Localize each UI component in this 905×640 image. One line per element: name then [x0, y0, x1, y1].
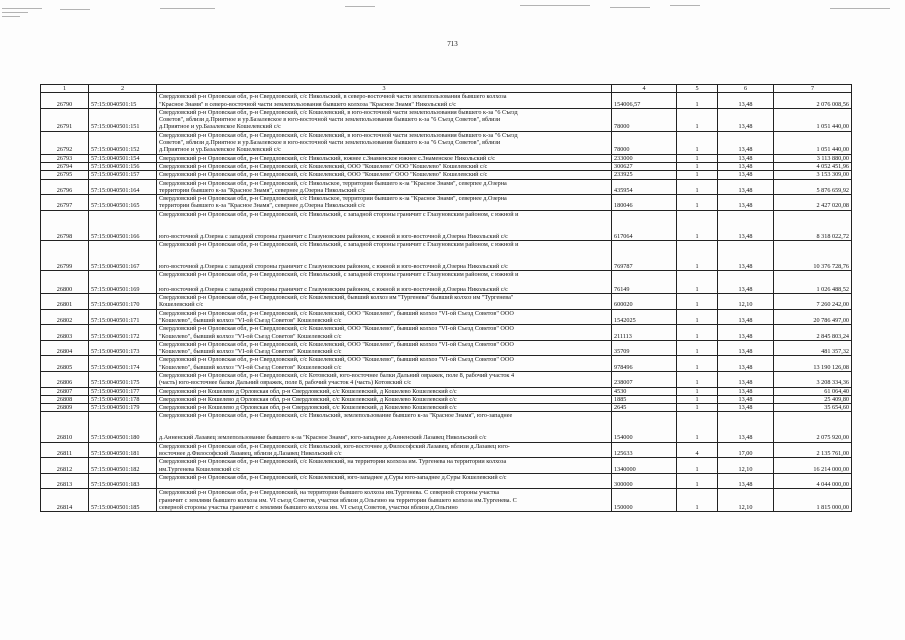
description-line [159, 218, 609, 225]
description-line: (часть) юго-восточнее балки Дальний овражек, поле 8, рабочий участок 4 (часть) Котовский с/с [159, 379, 412, 387]
description-line: территории бывшего к-за "Красное Знамя", севернее д.Озерна Никольский с/с [159, 202, 366, 210]
rate-value: 13,48 [718, 340, 774, 356]
cadastral-number: 57:15:0040501:178 [89, 395, 157, 403]
description-line: Свердловский р-н Орловская обл, р-н Свердловский, с/с Кошелевский, ООО "Кошелево", бывший колхоз "VI-ой Съезд Советов" ООО [159, 340, 514, 348]
description-line: юго-восточной д.Озерна с западной стороны граничит с Глазуновским районом, с южной и юго-восточной д.Озерна Никольский с/с [159, 232, 508, 240]
description-line: Свердловский р-н Орловская обл, р-н Свердловский, с/с Котовский, юго-восточнее балки Дальний овражек, поле 8, рабочий участок 4 [159, 371, 515, 379]
quantity-value: 1 [677, 294, 718, 310]
cadastral-number: 57:15:0040501:151 [89, 108, 157, 131]
description-line: Свердловский р-н Орловская обл, р-н Свердловский, с/с Никольский, в северо-восточной части землепользования бывшего колхоза [159, 93, 507, 101]
rate-value: 17,00 [718, 442, 774, 458]
location-description [157, 195, 612, 211]
table-row [41, 356, 852, 372]
land-register-table [40, 84, 852, 512]
header-col-5: 5 [677, 85, 718, 93]
quantity-value: 1 [677, 108, 718, 131]
description-line: юго-восточной д.Озерна с западной стороны граничит с Глазуновским районом, с южной и юго-восточной д.Озерна Никольский с/с [159, 285, 508, 293]
table-row [41, 395, 852, 403]
cadastral-number: 57:15:0040501:181 [89, 442, 157, 458]
description-line: северной стороны участка граничит с землями бывшего колхоза им. VI съезд Советов, участки вблизи д.Ольгино [159, 504, 458, 512]
quantity-value: 1 [677, 473, 718, 489]
cadastral-value: 3 153 309,00 [774, 171, 852, 179]
row-number: 26801 [41, 294, 89, 310]
header-col-2: 2 [89, 85, 157, 93]
location-description [157, 412, 612, 442]
area-value: 300000 [612, 473, 677, 489]
quantity-value: 1 [677, 171, 718, 179]
description-line: Свердловский р-н Орловская обл, р-н Свердловский, с/с Никольский, южнее с.Знаменское южнее с.Знаменское Никольский с/с [159, 154, 495, 162]
cadastral-value: 16 214 000,00 [774, 458, 852, 474]
cadastral-number: 57:15:0040501:152 [89, 131, 157, 154]
cadastral-number: 57:15:0040501:182 [89, 458, 157, 474]
row-number: 26802 [41, 309, 89, 325]
cadastral-value: 2 845 803,24 [774, 325, 852, 341]
location-description [157, 309, 612, 325]
description-line: "Кошелево", бывший колхоз "VI-ой Съезд Советов" Кошелевский с/с [159, 363, 342, 371]
row-number: 26800 [41, 271, 89, 294]
row-number: 26809 [41, 404, 89, 412]
page-number: 713 [447, 40, 458, 48]
cadastral-number: 57:15:0040501:166 [89, 210, 157, 240]
cadastral-value: 1 051 440,00 [774, 131, 852, 154]
location-description [157, 325, 612, 341]
quantity-value: 1 [677, 387, 718, 395]
cadastral-value: 3 113 880,00 [774, 154, 852, 162]
description-line: Свердловский р-н Орловская обл, р-н Свердловский, с/с Кошелевский, ООО "Кошелево" ООО "Кошелево" Кошелевский с/с [159, 162, 488, 170]
quantity-value: 1 [677, 412, 718, 442]
description-line [159, 420, 609, 427]
header-col-6: 6 [718, 85, 774, 93]
cadastral-value: 1 815 000,00 [774, 489, 852, 512]
table-row [41, 154, 852, 162]
table-row [41, 412, 852, 442]
description-line: восточнее д.Философский Лазавец, вблизи д.Лазавец Никольский с/с [159, 449, 342, 457]
cadastral-number: 57:15:0040501:183 [89, 473, 157, 489]
location-description [157, 473, 612, 489]
row-number: 26797 [41, 195, 89, 211]
description-line: "Кошелево", бывший колхоз "VI-ой Съезд Советов" Кошелевский с/с [159, 348, 342, 356]
description-line: граничит с землями бывшего колхоза им. VI съезд Советов, участки вблизи д.Ольгино на территории бывшего колхоза им.Тургенева. С [159, 496, 517, 504]
quantity-value: 1 [677, 325, 718, 341]
description-line: Свердловский р-н Орловская обл, р-н Свердловский, с/с Никольское, территории бывшего к-за "Красное Знамя", севернее д.Озерна [159, 195, 507, 203]
rate-value: 13,48 [718, 179, 774, 195]
cadastral-value: 8 318 022,72 [774, 210, 852, 240]
area-value: 35709 [612, 340, 677, 356]
description-line: "Кошелево", бывший колхоз "VI-ой Съезд Советов" Кошелевский с/с [159, 332, 342, 340]
quantity-value: 1 [677, 371, 718, 387]
table-row [41, 162, 852, 170]
area-value: 978496 [612, 356, 677, 372]
area-value: 154000 [612, 412, 677, 442]
cadastral-number: 57:15:0040501:171 [89, 309, 157, 325]
quantity-value: 1 [677, 240, 718, 270]
location-description [157, 271, 612, 294]
rate-value: 12,10 [718, 489, 774, 512]
description-line: территории бывшего к-за "Красное Знамя", севернее д.Озерна Никольский с/с [159, 186, 366, 194]
table-row [41, 442, 852, 458]
area-value: 617064 [612, 210, 677, 240]
description-line: Свердловский р-н Орловская обл, р-н Свердловский, с/с Никольский, с западной стороны граничит с Глазуновским районом, с южной и [159, 210, 519, 218]
table-row [41, 473, 852, 489]
description-line: Свердловский р-н Кошелево д Орловская обл, р-н Свердловский, с/с Кошелевский, д Кошелево Кошелевский с/с [159, 387, 457, 395]
description-line: Свердловский р-н Орловская обл, р-н Свердловский, с/с Кошелевский, ООО "Кошелево", бывший колхоз "VI-ой Съезд Советов" ООО [159, 356, 514, 364]
cadastral-number: 57:15:0040501:172 [89, 325, 157, 341]
area-value: 1340000 [612, 458, 677, 474]
table-row [41, 171, 852, 179]
location-description [157, 294, 612, 310]
description-line: Свердловский р-н Орловская обл, р-н Свердловский, с/с Кошелевский, ООО "Кошелево", бывший колхоз "VI-ой Съезд Советов" ООО [159, 325, 514, 333]
rate-value: 13,48 [718, 356, 774, 372]
rate-value: 12,10 [718, 294, 774, 310]
cadastral-value: 2 427 020,08 [774, 195, 852, 211]
cadastral-value: 481 357,32 [774, 340, 852, 356]
description-line [159, 481, 609, 488]
description-line: Советов", вблизи д.Приятное и ур.Базалевское в юго-восточной части землепользования бывшего к-за "6 Съезд Советов", вблизи [159, 116, 501, 124]
table-row [41, 271, 852, 294]
rate-value: 13,48 [718, 93, 774, 109]
row-number: 26791 [41, 108, 89, 131]
description-line: им.Тургенева Кошелевский с/с [159, 465, 241, 473]
table-row [41, 387, 852, 395]
row-number: 26805 [41, 356, 89, 372]
rate-value: 12,10 [718, 458, 774, 474]
area-value: 125633 [612, 442, 677, 458]
cadastral-number: 57:15:0040501:15 [89, 93, 157, 109]
cadastral-number: 57:15:0040501:165 [89, 195, 157, 211]
rate-value: 13,48 [718, 271, 774, 294]
location-description [157, 395, 612, 403]
area-value: 154006,57 [612, 93, 677, 109]
row-number: 26803 [41, 325, 89, 341]
area-value: 238007 [612, 371, 677, 387]
row-number: 26794 [41, 162, 89, 170]
quantity-value: 4 [677, 442, 718, 458]
location-description [157, 458, 612, 474]
rate-value: 13,48 [718, 371, 774, 387]
rate-value: 13,48 [718, 210, 774, 240]
description-line: Свердловский р-н Орловская обл, р-н Свердловский, с/с Кошелевский, в юго-восточной части землепользования бывшего к-за "6 Съезд [159, 108, 518, 116]
rate-value: 13,48 [718, 404, 774, 412]
table-row [41, 294, 852, 310]
table-row [41, 458, 852, 474]
description-line [159, 278, 609, 285]
rate-value: 13,48 [718, 171, 774, 179]
description-line: Свердловский р-н Орловская обл, р-н Свердловский, с/с Никольский, с западной стороны граничит с Глазуновским районом, с южной и [159, 240, 519, 248]
quantity-value: 1 [677, 271, 718, 294]
area-value: 4530 [612, 387, 677, 395]
cadastral-value: 20 786 497,00 [774, 309, 852, 325]
row-number: 26792 [41, 131, 89, 154]
cadastral-number: 57:15:0040501:177 [89, 387, 157, 395]
rate-value: 13,48 [718, 108, 774, 131]
location-description [157, 371, 612, 387]
cadastral-value: 7 260 242,00 [774, 294, 852, 310]
description-line: Свердловский р-н Орловская обл, р-н Свердловский, с/с Кошелевский, юго-западнее д.Суры юго-западнее д.Суры Кошелевский с/с [159, 473, 507, 481]
row-number: 26810 [41, 412, 89, 442]
cadastral-value: 25 409,80 [774, 395, 852, 403]
header-col-3: 3 [157, 85, 612, 93]
rate-value: 13,48 [718, 473, 774, 489]
row-number: 26793 [41, 154, 89, 162]
cadastral-number: 57:15:0040501:164 [89, 179, 157, 195]
description-line: д.Анненский Лазавец землепользование бывшего к-за "Красное Знамя", юго-западнее д.Анненский Лазавец Никольский с/с [159, 434, 487, 442]
quantity-value: 1 [677, 210, 718, 240]
description-line: Советов", вблизи д.Приятное и ур.Базалевское в юго-восточной части землепользования бывшего к-за "6 Съезд Советов", вблизи [159, 139, 501, 147]
quantity-value: 1 [677, 179, 718, 195]
table-row [41, 93, 852, 109]
cadastral-value: 10 376 728,76 [774, 240, 852, 270]
location-description [157, 240, 612, 270]
header-col-1: 1 [41, 85, 89, 93]
location-description [157, 210, 612, 240]
quantity-value: 1 [677, 195, 718, 211]
area-value: 78000 [612, 108, 677, 131]
description-line: Свердловский р-н Орловская обл, р-н Свердловский, с/с Никольский, землепользование бывшего к-за "Красное Знамя", юго-западнее [159, 412, 513, 420]
description-line: "Красное Знамя" в северо-восточной части землепользования бывшего колхоза "Красное Знамя" Никольский с/с [159, 100, 456, 108]
cadastral-value: 2 135 761,00 [774, 442, 852, 458]
description-line: Свердловский р-н Кошелево д Орловская обл, р-н Свердловский, с/с Кошелевский, д Кошелево Кошелевский с/с [159, 395, 457, 403]
area-value: 76149 [612, 271, 677, 294]
cadastral-number: 57:15:0040501:180 [89, 412, 157, 442]
quantity-value: 1 [677, 162, 718, 170]
rate-value: 13,48 [718, 195, 774, 211]
header-row [41, 85, 852, 93]
table-row [41, 309, 852, 325]
row-number: 26804 [41, 340, 89, 356]
table-row [41, 179, 852, 195]
area-value: 2645 [612, 404, 677, 412]
location-description [157, 131, 612, 154]
cadastral-value: 61 064,40 [774, 387, 852, 395]
table-row [41, 371, 852, 387]
description-line: Свердловский р-н Орловская обл, р-н Свердловский, с/с Кошелевский, на территории колхоза им. Тургенева на территории колхоза [159, 458, 507, 466]
cadastral-number: 57:15:0040501:185 [89, 489, 157, 512]
quantity-value: 1 [677, 340, 718, 356]
description-line: Свердловский р-н Орловская обл, р-н Свердловский, с/с Кошелевский, ООО "Кошелево", бывший колхоз "VI-ой Съезд Советов" ООО [159, 309, 514, 317]
description-line: Свердловский р-н Орловская обл, р-н Свердловский, с/с Кошелевский, в юго-восточной части землепользования бывшего к-за "6 Съезд [159, 131, 518, 139]
description-line [159, 248, 609, 255]
quantity-value: 1 [677, 395, 718, 403]
area-value: 233925 [612, 171, 677, 179]
area-value: 435954 [612, 179, 677, 195]
quantity-value: 1 [677, 489, 718, 512]
location-description [157, 489, 612, 512]
area-value: 300627 [612, 162, 677, 170]
cadastral-number: 57:15:0040501:156 [89, 162, 157, 170]
area-value: 180046 [612, 195, 677, 211]
rate-value: 13,48 [718, 387, 774, 395]
area-value: 211113 [612, 325, 677, 341]
row-number: 26812 [41, 458, 89, 474]
area-value: 769787 [612, 240, 677, 270]
quantity-value: 1 [677, 356, 718, 372]
row-number: 26798 [41, 210, 89, 240]
location-description [157, 356, 612, 372]
rate-value: 13,48 [718, 131, 774, 154]
table-row [41, 404, 852, 412]
location-description [157, 404, 612, 412]
area-value: 600020 [612, 294, 677, 310]
table-row [41, 108, 852, 131]
description-line [159, 427, 609, 434]
cadastral-number: 57:15:0040501:170 [89, 294, 157, 310]
rate-value: 13,48 [718, 162, 774, 170]
rate-value: 13,48 [718, 395, 774, 403]
description-line: д.Приятное и ур.Базалевское Кошелевский с/с [159, 123, 281, 131]
location-description [157, 340, 612, 356]
rate-value: 13,48 [718, 154, 774, 162]
area-value: 150000 [612, 489, 677, 512]
rate-value: 13,48 [718, 309, 774, 325]
cadastral-value: 4 044 000,00 [774, 473, 852, 489]
cadastral-value: 2 075 920,00 [774, 412, 852, 442]
location-description [157, 154, 612, 162]
row-number: 26813 [41, 473, 89, 489]
description-line: Свердловский р-н Орловская обл, р-н Свердловский, с/с Кошелевский, ООО "Кошелево" ООО "Кошелево" Кошелевский с/с [159, 171, 488, 179]
table-row [41, 489, 852, 512]
location-description [157, 108, 612, 131]
location-description [157, 179, 612, 195]
cadastral-number: 57:15:0040501:175 [89, 371, 157, 387]
area-value: 1542025 [612, 309, 677, 325]
location-description [157, 442, 612, 458]
description-line: Свердловский р-н Орловская обл, р-н Свердловский, с/с Никольский, юго-восточнее д.Философский Лазавец, вблизи д.Лазавец юго- [159, 442, 510, 450]
quantity-value: 1 [677, 458, 718, 474]
description-line: Свердловский р-н Орловская обл, р-н Свердловский, с/с Никольский, с западной стороны граничит с Глазуновским районом, с южной и [159, 271, 519, 279]
cadastral-value: 3 208 334,36 [774, 371, 852, 387]
description-line: Свердловский р-н Орловская обл, р-н Свердловский, с/с Никольское, территории бывшего к-за "Красное Знамя", северпее д.Озерна [159, 179, 507, 187]
quantity-value: 1 [677, 404, 718, 412]
header-col-7: 7 [774, 85, 852, 93]
location-description [157, 93, 612, 109]
cadastral-value: 13 190 126,08 [774, 356, 852, 372]
cadastral-number: 57:15:0040501:174 [89, 356, 157, 372]
table-row [41, 240, 852, 270]
location-description [157, 171, 612, 179]
table-row [41, 340, 852, 356]
description-line: юго-восточной д.Озерна с западной стороны граничит с Глазуновским районом, с южной и юго-восточной д.Озерна Никольский с/с [159, 262, 508, 270]
row-number: 26795 [41, 171, 89, 179]
cadastral-number: 57:15:0040501:157 [89, 171, 157, 179]
row-number: 26808 [41, 395, 89, 403]
table-row [41, 195, 852, 211]
row-number: 26796 [41, 179, 89, 195]
table-row [41, 325, 852, 341]
rate-value: 13,48 [718, 325, 774, 341]
quantity-value: 1 [677, 154, 718, 162]
row-number: 26806 [41, 371, 89, 387]
cadastral-number: 57:15:0040501:169 [89, 271, 157, 294]
area-value: 233000 [612, 154, 677, 162]
description-line: д.Приятное и ур.Базалевское Кошелевский с/с [159, 146, 281, 154]
area-value: 1885 [612, 395, 677, 403]
quantity-value: 1 [677, 131, 718, 154]
row-number: 26814 [41, 489, 89, 512]
description-line: Кошелевский с/с [159, 301, 204, 309]
cadastral-value: 5 876 659,92 [774, 179, 852, 195]
cadastral-value: 1 026 488,52 [774, 271, 852, 294]
row-number: 26799 [41, 240, 89, 270]
location-description [157, 162, 612, 170]
cadastral-value: 2 076 008,56 [774, 93, 852, 109]
table-row [41, 210, 852, 240]
quantity-value: 1 [677, 309, 718, 325]
cadastral-value: 4 052 451,96 [774, 162, 852, 170]
description-line: Свердловский р-н Орловская обл, р-н Свердловский, на территории бывшего колхоза им.Тургенева. С северной стороны участка [159, 489, 500, 497]
cadastral-number: 57:15:0040501:154 [89, 154, 157, 162]
row-number: 26790 [41, 93, 89, 109]
rate-value: 13,48 [718, 412, 774, 442]
row-number: 26811 [41, 442, 89, 458]
rate-value: 13,48 [718, 240, 774, 270]
cadastral-value: 35 654,60 [774, 404, 852, 412]
cadastral-number: 57:15:0040501:179 [89, 404, 157, 412]
cadastral-value: 1 051 440,00 [774, 108, 852, 131]
quantity-value: 1 [677, 93, 718, 109]
description-line [159, 256, 609, 263]
row-number: 26807 [41, 387, 89, 395]
cadastral-number: 57:15:0040501:173 [89, 340, 157, 356]
description-line: Свердловский р-н Кошелево д Орловская обл, р-н Свердловский, с/с Кошелевский, д Кошелево Кошелевский с/с [159, 404, 457, 412]
location-description [157, 387, 612, 395]
table-row [41, 131, 852, 154]
description-line: "Кошелево", бывший колхоз "VI-ой Съезд Советов" Кошелевский с/с [159, 316, 342, 324]
area-value: 78000 [612, 131, 677, 154]
description-line [159, 225, 609, 232]
header-col-4: 4 [612, 85, 677, 93]
description-line: Свердловский р-н Орловская обл, р-н Свердловский, с/с Кошелевский, бывший колхоз им "Тургенева" бывший колхоз им "Тургенева" [159, 294, 514, 302]
cadastral-number: 57:15:0040501:167 [89, 240, 157, 270]
